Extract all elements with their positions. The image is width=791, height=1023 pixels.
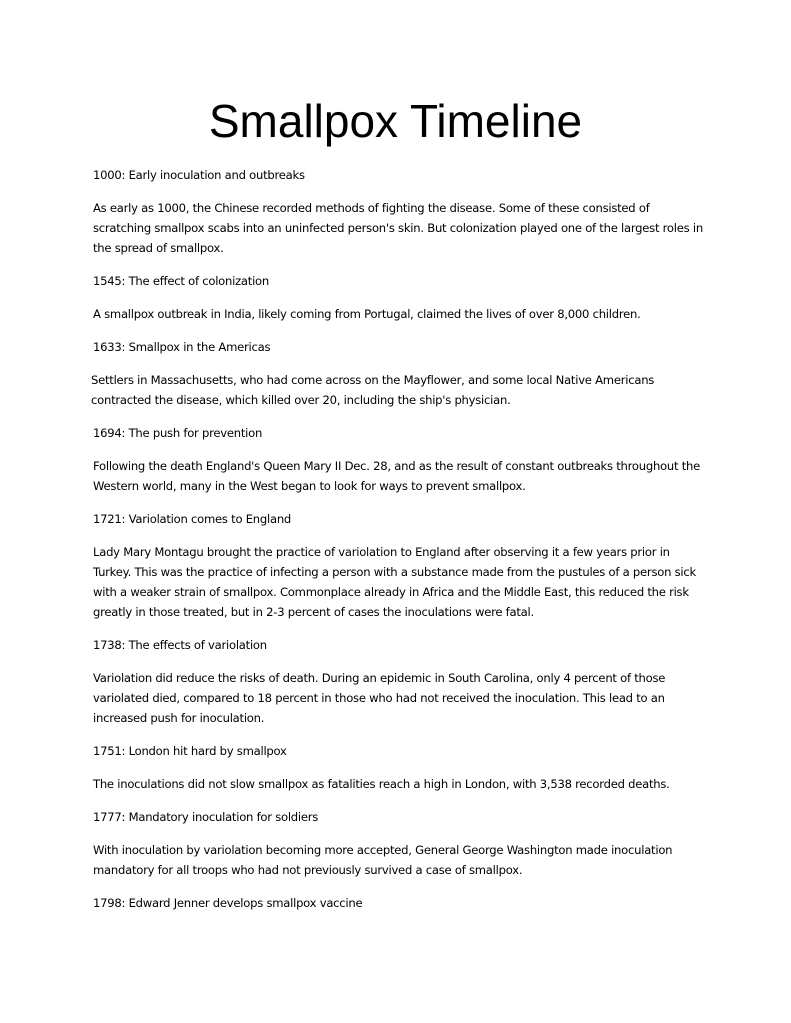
entry-heading-1545: 1545: The effect of colonization [93, 274, 269, 288]
entry-heading-1000: 1000: Early inoculation and outbreaks [93, 168, 305, 182]
entry-text-1721: Lady Mary Montagu brought the practice of variolation to England after observing it a few years prior in Turkey. This was the practice of infecting a person with a substance made from the pustules of a person sick with a weaker strain of smallpox. Commonplace already in Africa and the Middle East, this reduced the risk greatly in those treated, but in 2-3 percent of cases the inoculations were fatal. [93, 545, 696, 619]
entry-heading-1751: 1751: London hit hard by smallpox [93, 744, 287, 758]
entry-text-1738: Variolation did reduce the risks of death. During an epidemic in South Carolina, only 4 percent of those variolated died, compared to 18 percent in those who had not received the inoculation. This lead to an increased push for inoculation. [93, 671, 666, 725]
entry-heading-1633: 1633: Smallpox in the Americas [93, 340, 271, 354]
entry-heading-1694: 1694: The push for prevention [93, 426, 263, 440]
entry-text-1000: As early as 1000, the Chinese recorded methods of fighting the disease. Some of these consisted of scratching smallpox scabs into an uninfected person's skin. But colonization played one of the largest roles in the spread of smallpox. [93, 201, 703, 255]
entry-heading-1777: 1777: Mandatory inoculation for soldiers [93, 810, 319, 824]
page-title: Smallpox Timeline [208, 95, 583, 147]
entry-text-1694: Following the death England's Queen Mary II Dec. 28, and as the result of constant outbreaks throughout the Western world, many in the West began to look for ways to prevent smallpox. [93, 459, 700, 493]
entry-heading-1721: 1721: Variolation comes to England [93, 512, 292, 526]
entry-heading-1798: 1798: Edward Jenner develops smallpox vaccine [93, 896, 363, 910]
timeline-content [93, 165, 705, 926]
entry-text-1777: With inoculation by variolation becoming more accepted, General George Washington made inoculation mandatory for all troops who had not previously survived a case of smallpox. [93, 843, 673, 877]
entry-heading-1738: 1738: The effects of variolation [93, 638, 267, 652]
entry-text-1751: The inoculations did not slow smallpox as fatalities reach a high in London, with 3,538 recorded deaths. [93, 777, 670, 791]
entry-text-1633: Settlers in Massachusetts, who had come across on the Mayflower, and some local Native Americans contracted the disease, which killed over 20, including the ship's physician. [91, 373, 655, 407]
entry-text-1545: A smallpox outbreak in India, likely coming from Portugal, claimed the lives of over 8,000 children. [93, 307, 641, 321]
